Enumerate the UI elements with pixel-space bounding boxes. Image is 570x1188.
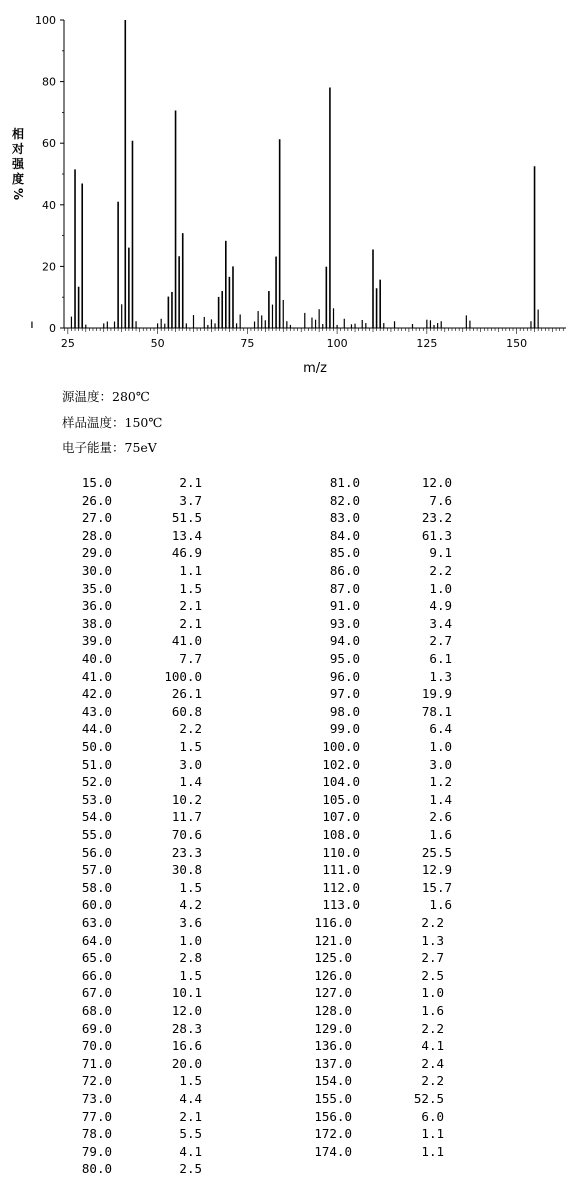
y-label-char: 度 [11, 172, 25, 186]
sample-temperature: 样品温度：150℃ [62, 414, 163, 430]
mz-value: 87.0 [329, 580, 360, 596]
mz-value: 63.0 [81, 915, 112, 930]
mz-value: 116.0 [314, 915, 352, 930]
mz-value: 129.0 [314, 1020, 352, 1036]
mz-value: 52.0 [81, 774, 112, 790]
chart-axes [35, 14, 570, 350]
intensity-value: 12.0 [421, 475, 452, 490]
mz-value: 102.0 [322, 756, 360, 772]
intensity-value: 1.0 [179, 932, 202, 948]
intensity-value: 20.0 [171, 1055, 202, 1071]
intensity-value: 2.1 [179, 475, 202, 490]
intensity-value: 1.5 [179, 739, 202, 754]
mz-value: 155.0 [314, 1091, 352, 1106]
mz-value: 126.0 [314, 967, 352, 983]
mz-value: 70.0 [81, 1038, 112, 1054]
intensity-value: 2.5 [421, 967, 444, 983]
mz-value: 28.0 [81, 527, 112, 543]
mz-value: 68.0 [81, 1003, 112, 1018]
mz-value: 94.0 [329, 633, 360, 649]
mz-value: 66.0 [81, 967, 112, 983]
mz-value: 30.0 [81, 563, 112, 578]
mz-value: 136.0 [314, 1038, 352, 1054]
intensity-value: 12.9 [421, 862, 452, 878]
mz-value: 105.0 [322, 791, 360, 807]
intensity-value: 2.1 [179, 615, 202, 631]
y-tick-label: 80 [42, 75, 56, 89]
intensity-value: 30.8 [171, 862, 202, 878]
intensity-value: 2.5 [179, 1161, 202, 1177]
mz-value: 85.0 [329, 545, 360, 561]
mz-value: 36.0 [81, 598, 112, 614]
intensity-value: 4.2 [179, 897, 202, 913]
mz-value: 58.0 [81, 879, 112, 895]
intensity-value: 1.3 [429, 668, 452, 684]
intensity-value: 7.6 [429, 492, 452, 508]
mz-value: 95.0 [329, 651, 360, 666]
intensity-value: 1.6 [429, 897, 452, 913]
intensity-value: 28.3 [171, 1020, 202, 1036]
intensity-value: 13.4 [171, 527, 202, 543]
intensity-value: 60.8 [171, 703, 202, 719]
mz-value: 174.0 [314, 1143, 352, 1159]
intensity-value: 2.1 [179, 598, 202, 614]
intensity-value: 25.5 [421, 844, 452, 860]
intensity-value: 46.9 [171, 545, 202, 561]
mz-value: 40.0 [81, 651, 112, 666]
intensity-value: 5.5 [179, 1126, 202, 1142]
intensity-value: 41.0 [171, 633, 202, 649]
intensity-value: 2.2 [179, 721, 202, 737]
x-tick-label: 50 [150, 337, 165, 350]
instrument-conditions [62, 388, 162, 465]
mz-value: 35.0 [81, 580, 112, 596]
y-tick-label: 100 [35, 14, 56, 27]
mz-value: 65.0 [81, 950, 112, 966]
mz-value: 127.0 [314, 985, 352, 1001]
mz-value: 154.0 [314, 1073, 352, 1089]
intensity-value: 1.6 [429, 827, 452, 842]
mz-value: 99.0 [329, 721, 360, 737]
intensity-value: 1.5 [179, 580, 202, 596]
intensity-value: 2.2 [421, 1073, 444, 1089]
intensity-value: 1.0 [429, 580, 452, 596]
mz-value: 39.0 [81, 633, 112, 649]
x-tick-label: 75 [240, 337, 255, 350]
mz-value: 121.0 [314, 932, 352, 948]
x-axis-label: m/z [303, 361, 327, 376]
mz-value: 91.0 [329, 598, 360, 614]
y-label-char: % [11, 187, 25, 201]
intensity-value: 2.4 [421, 1055, 444, 1071]
mz-value: 64.0 [81, 932, 112, 948]
mz-value: 107.0 [322, 809, 360, 825]
intensity-value: 3.7 [179, 492, 202, 508]
intensity-value: 100.0 [164, 668, 202, 684]
intensity-value: 78.1 [421, 703, 452, 719]
intensity-value: 2.2 [421, 1020, 444, 1036]
mz-value: 81.0 [329, 475, 360, 490]
y-axis-label [11, 126, 25, 200]
mz-value: 110.0 [322, 844, 360, 860]
mz-value: 67.0 [81, 985, 112, 1001]
y-tick-label: 20 [42, 260, 56, 274]
intensity-value: 1.0 [421, 985, 444, 1001]
mz-value: 50.0 [81, 739, 112, 754]
intensity-value: 4.1 [421, 1038, 444, 1054]
intensity-value: 3.0 [179, 756, 202, 772]
mz-value: 86.0 [329, 563, 360, 578]
mz-value: 72.0 [81, 1073, 112, 1089]
intensity-value: 16.6 [171, 1038, 202, 1054]
mz-value: 137.0 [314, 1055, 352, 1071]
intensity-value: 4.1 [179, 1143, 202, 1159]
intensity-value: 2.2 [429, 563, 452, 578]
mz-value: 172.0 [314, 1126, 352, 1142]
mz-value: 83.0 [329, 510, 360, 526]
intensity-value: 2.7 [421, 950, 444, 966]
mz-value: 38.0 [81, 615, 112, 631]
mz-value: 80.0 [81, 1161, 112, 1177]
intensity-value: 1.5 [179, 967, 202, 983]
intensity-value: 70.6 [171, 827, 202, 842]
mz-value: 77.0 [81, 1108, 112, 1124]
mz-value: 43.0 [81, 703, 112, 719]
intensity-value: 10.1 [171, 985, 202, 1001]
mz-value: 84.0 [329, 527, 360, 543]
mz-value: 79.0 [81, 1143, 112, 1159]
x-tick-label: 125 [416, 337, 438, 350]
source-temperature: 源温度：280℃ [62, 389, 150, 404]
mz-value: 73.0 [81, 1091, 112, 1106]
y-tick-label: 60 [42, 137, 56, 151]
intensity-value: 61.3 [421, 527, 452, 543]
intensity-value: 3.6 [179, 915, 202, 930]
mz-value: 71.0 [81, 1055, 112, 1071]
intensity-value: 2.7 [429, 633, 452, 649]
y-tick-label: 40 [42, 198, 56, 212]
mz-value: 60.0 [81, 897, 112, 913]
mz-value: 69.0 [81, 1020, 112, 1036]
mz-value: 98.0 [329, 703, 360, 719]
mz-value: 55.0 [81, 827, 112, 842]
mz-value: 125.0 [314, 950, 352, 966]
intensity-value: 19.9 [421, 686, 452, 702]
intensity-value: 6.4 [429, 721, 452, 737]
mz-value: 15.0 [81, 475, 112, 490]
mz-value: 42.0 [81, 686, 112, 702]
intensity-value: 1.4 [179, 774, 202, 790]
mz-value: 78.0 [81, 1126, 112, 1142]
mz-value: 29.0 [81, 545, 112, 561]
intensity-value: 1.1 [421, 1126, 444, 1142]
intensity-value: 2.2 [421, 915, 444, 930]
mz-value: 44.0 [81, 721, 112, 737]
intensity-value: 15.7 [421, 879, 452, 895]
y-tick-label: 0 [49, 322, 56, 335]
intensity-value: 10.2 [171, 791, 202, 807]
mz-value: 128.0 [314, 1003, 352, 1018]
intensity-value: 1.6 [421, 1003, 444, 1018]
y-label-char: 对 [11, 142, 25, 156]
mz-value: 51.0 [81, 756, 112, 772]
chart-bars [32, 20, 570, 328]
mz-value: 57.0 [81, 862, 112, 878]
mz-value: 53.0 [81, 791, 112, 807]
electron-energy: 电子能量：75eV [62, 440, 157, 455]
x-tick-label: 25 [60, 337, 75, 350]
y-label-char: 强 [11, 157, 25, 171]
intensity-value: 23.2 [421, 510, 452, 526]
intensity-value: 1.5 [179, 1073, 202, 1089]
mz-value: 108.0 [322, 827, 360, 842]
intensity-value: 2.8 [179, 950, 202, 966]
mz-value: 97.0 [329, 686, 360, 702]
intensity-value: 4.9 [429, 598, 452, 614]
mz-value: 93.0 [329, 615, 360, 631]
intensity-value: 4.4 [179, 1091, 202, 1106]
mz-value: 82.0 [329, 492, 360, 508]
mz-value: 54.0 [81, 809, 112, 825]
x-tick-label: 150 [506, 337, 528, 350]
mz-value: 113.0 [322, 897, 360, 913]
intensity-value: 1.5 [179, 879, 202, 895]
intensity-value: 1.1 [421, 1143, 444, 1159]
intensity-value: 9.1 [429, 545, 452, 561]
intensity-value: 26.1 [171, 686, 202, 702]
mz-value: 27.0 [81, 510, 112, 526]
intensity-value: 3.4 [429, 615, 452, 631]
intensity-value: 52.5 [413, 1091, 444, 1106]
intensity-value: 6.1 [429, 651, 452, 666]
mz-value: 112.0 [322, 879, 360, 895]
intensity-value: 2.1 [179, 1108, 202, 1124]
mz-value: 96.0 [329, 668, 360, 684]
mz-value: 41.0 [81, 668, 112, 684]
intensity-value: 1.1 [179, 563, 202, 578]
intensity-value: 11.7 [171, 809, 202, 825]
mz-value: 100.0 [322, 739, 360, 754]
y-label-char: 相 [11, 127, 25, 141]
intensity-value: 51.5 [171, 510, 202, 526]
intensity-value: 1.3 [421, 932, 444, 948]
mz-value: 56.0 [81, 844, 112, 860]
mz-value: 26.0 [81, 492, 112, 508]
mz-value: 156.0 [314, 1108, 352, 1124]
intensity-value: 23.3 [171, 844, 202, 860]
intensity-value: 2.6 [429, 809, 452, 825]
intensity-value: 1.0 [429, 739, 452, 754]
mass-spectrum-chart [0, 0, 570, 380]
intensity-value: 1.4 [429, 791, 452, 807]
intensity-value: 1.2 [429, 774, 452, 790]
mz-value: 104.0 [322, 774, 360, 790]
intensity-value: 7.7 [179, 651, 202, 666]
x-tick-label: 100 [326, 337, 348, 350]
mz-value: 111.0 [322, 862, 360, 878]
intensity-value: 6.0 [421, 1108, 444, 1124]
intensity-value: 12.0 [171, 1003, 202, 1018]
intensity-value: 3.0 [429, 756, 452, 772]
